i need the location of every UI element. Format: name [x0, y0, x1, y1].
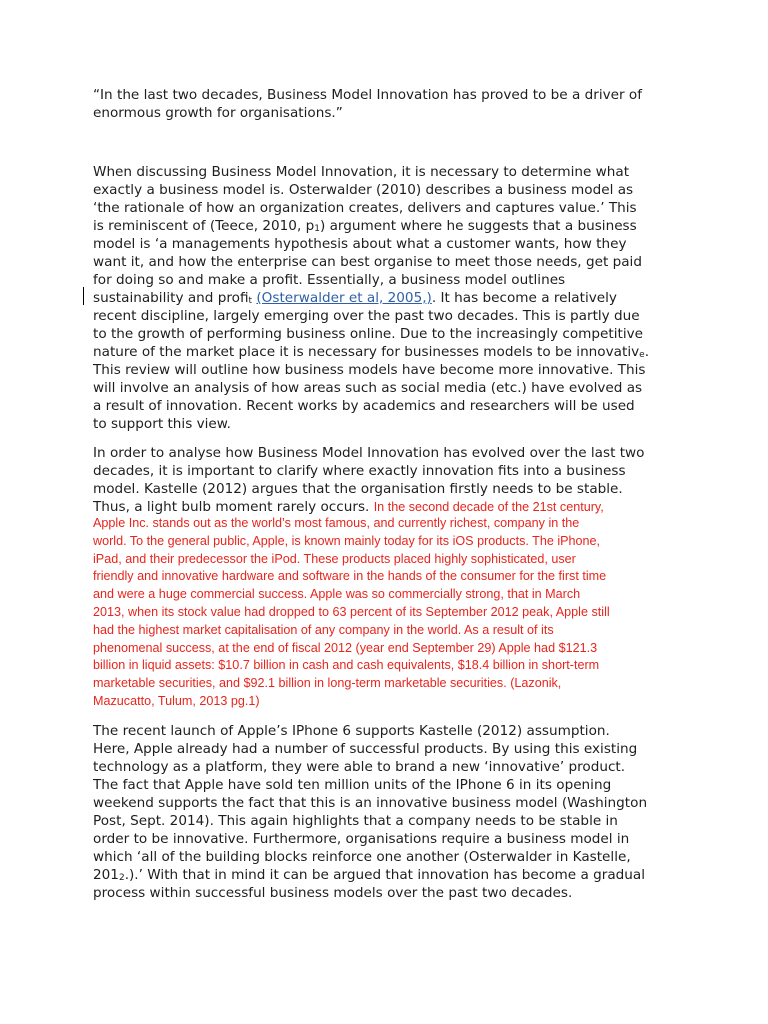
- paragraph-line: [93, 866, 683, 884]
- quoted-source-block: [93, 515, 610, 711]
- subscript: 2: [118, 873, 125, 883]
- quoted-line: billion in liquid assets: $10.7 billion in cash and cash equivalents, $18.4 billion in short-term: [93, 658, 600, 673]
- paragraph-line: will involve an analysis of how areas such as social media (etc.) have evolved as: [93, 380, 643, 396]
- paragraph-line: Here, Apple already had a number of successful products. By using this existing: [93, 741, 638, 757]
- text-cursor: [83, 287, 84, 305]
- paragraph-line: [93, 343, 683, 361]
- paragraph-line: to the growth of performing business online. Due to the increasingly competitive: [93, 326, 644, 342]
- quoted-line: had the highest market capitalisation of any company in the world. As a result of its: [93, 622, 554, 637]
- paragraph-line: [93, 217, 683, 235]
- text-run: is reminiscent of (Teece, 2010, p: [93, 218, 315, 234]
- paragraph-line: In order to analyse how Business Model Innovation has evolved over the last two: [93, 445, 645, 461]
- text-run: 201: [93, 867, 119, 883]
- paragraph-line: technology as a platform, they were able to brand a new ‘innovative’ product.: [93, 759, 626, 775]
- quoted-text-run: In the second decade of the 21st century,: [373, 500, 604, 514]
- paragraph-line: recent discipline, largely emerging over the past two decades. This is partly due: [93, 308, 640, 324]
- paragraph-line: for doing so and make a profit. Essentially, a business model outlines: [93, 272, 566, 288]
- text-run: sustainability and profi: [93, 290, 249, 306]
- text-run: .: [644, 344, 650, 360]
- quote-line: enormous growth for organisations.”: [93, 105, 343, 121]
- paragraph-line: want it, and how the enterprise can best organise to meet those needs, get paid: [93, 254, 642, 270]
- quoted-line: friendly and innovative hardware and software in the hands of the consumer for the first time: [93, 569, 607, 584]
- quoted-line: 2013, when its stock value had dropped to 63 percent of its September 2012 peak, Apple still: [93, 604, 610, 619]
- paragraph-line: ‘the rationale of how an organization creates, delivers and captures value.’ This: [93, 200, 637, 216]
- paragraph-line: order to be innovative. Furthermore, organisations require a business model in: [93, 831, 630, 847]
- text-run: . It has become a relatively: [431, 290, 617, 306]
- citation-link[interactable]: (Osterwalder et al, 2005,): [256, 290, 432, 306]
- paragraph-line: a result of innovation. Recent works by academics and researchers will be used: [93, 398, 635, 414]
- text-run: nature of the market place it is necessary for businesses models to be innovativ: [93, 344, 640, 360]
- paragraph-line: model. Kastelle (2012) argues that the organisation firstly needs to be stable.: [93, 481, 623, 497]
- quoted-line: phenomenal success, at the end of fiscal 2012 (year end September 29) Apple had $121.3: [93, 640, 598, 655]
- quoted-line: marketable securities, and $92.1 billion in long-term marketable securities. (Lazonik,: [93, 676, 562, 691]
- text-run: Thus, a light bulb moment rarely occurs.: [93, 499, 370, 515]
- paragraph-line: decades, it is important to clarify where exactly innovation fits into a business: [93, 463, 626, 479]
- paragraph-line: to support this view.: [93, 416, 231, 432]
- paragraph-line: weekend supports the fact that this is an innovative business model (Washington: [93, 795, 648, 811]
- paragraph-line: This review will outline how business models have become more innovative. This: [93, 362, 646, 378]
- paragraph-line: exactly a business model is. Osterwalder (2010) describes a business model as: [93, 182, 634, 198]
- opening-quote: [93, 86, 683, 122]
- subscript: 1: [314, 224, 320, 234]
- paragraph-3: [93, 722, 683, 902]
- subscript: e: [639, 350, 645, 360]
- subscript: t: [248, 296, 253, 306]
- paragraph-line: The fact that Apple have sold ten million units of the IPhone 6 in its opening: [93, 777, 612, 793]
- quoted-line: Mazucatto, Tulum, 2013 pg.1): [93, 693, 260, 708]
- paragraph-line: [93, 498, 683, 516]
- paragraph-2: [93, 444, 683, 516]
- text-run: ) argument where he suggests that a business: [319, 218, 637, 234]
- quote-line: “In the last two decades, Business Model Innovation has proved to be a driver of: [93, 87, 643, 103]
- quoted-line: Apple Inc. stands out as the world’s most famous, and currently richest, company in the: [93, 516, 580, 530]
- paragraph-1: [93, 163, 683, 433]
- paragraph-line: The recent launch of Apple’s IPhone 6 supports Kastelle (2012) assumption.: [93, 723, 610, 739]
- paragraph-line: model is ‘a managements hypothesis about what a customer wants, how they: [93, 236, 627, 252]
- text-run: .).’ With that in mind it can be argued that innovation has become a gradual: [124, 867, 645, 883]
- paragraph-line: Post, Sept. 2014). This again highlights that a company needs to be stable in: [93, 813, 618, 829]
- paragraph-line: which ‘all of the building blocks reinforce one another (Osterwalder in Kastelle,: [93, 849, 631, 865]
- quoted-line: world. To the general public, Apple, is known mainly today for its iOS products. The iPhone,: [93, 533, 601, 548]
- paragraph-line: process within successful business models over the past two decades.: [93, 885, 573, 901]
- quoted-line: and were a huge commercial success. Apple was so commercially strong, that in March: [93, 587, 581, 602]
- paragraph-line: When discussing Business Model Innovation, it is necessary to determine what: [93, 164, 630, 180]
- paragraph-line: [93, 289, 683, 307]
- quoted-line: iPad, and their predecessor the iPod. These products placed highly sophisticated, user: [93, 551, 576, 566]
